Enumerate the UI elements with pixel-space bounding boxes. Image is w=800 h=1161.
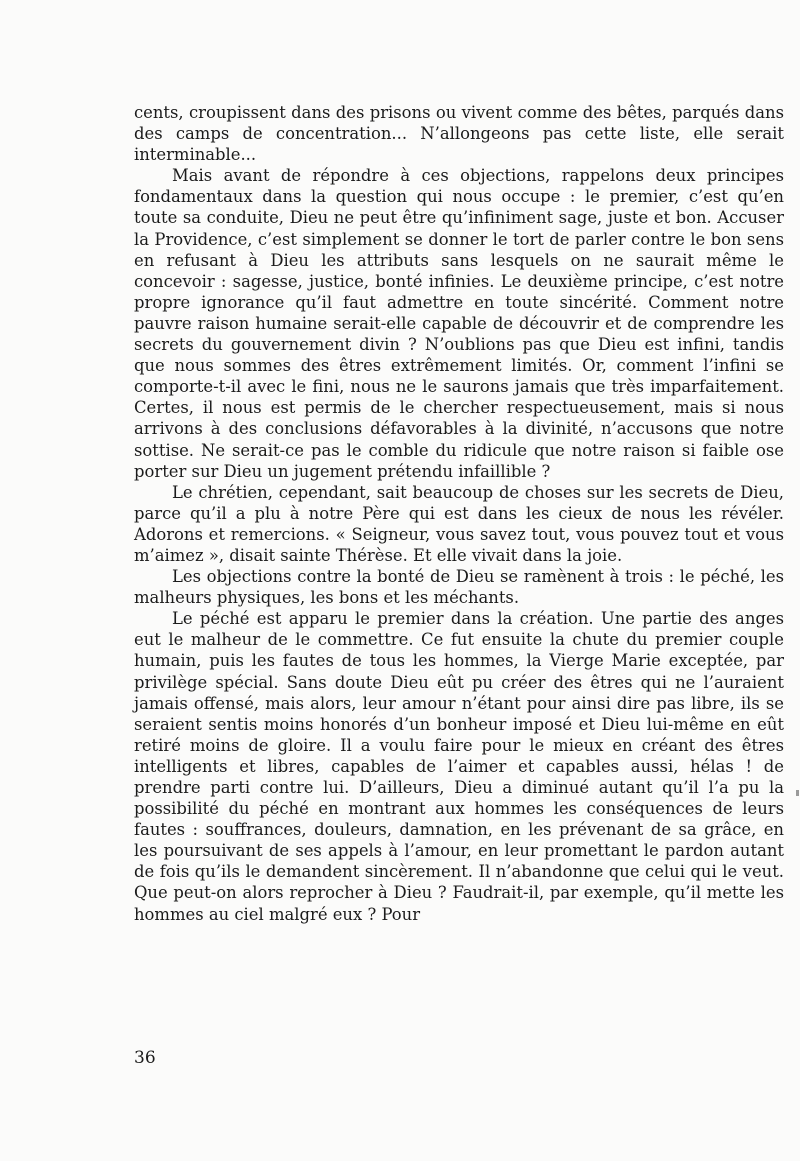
paragraph-christian-knowledge: Le chrétien, cependant, sait beaucoup de choses sur les secrets de Dieu, parce qu’il a plu à notre Père qui est dans les cieux de nous les révéler. Adorons et remercions. « Seigneur, vous savez tout, vous pouvez tout et vous m’aimez », disait sainte Thérèse. Et elle vivait dans la joie. [134, 482, 784, 565]
paragraph-sin: Le péché est apparu le premier dans la création. Une partie des anges eut le malheur de le commettre. Ce fut ensuite la chute du premier couple humain, puis les fautes de tous les hommes, la Vierge Marie exceptée, par privilège spécial. Sans doute Dieu eût pu créer des êtres qui ne l’auraient jamais offensé, mais alors, leur amour n’étant pour ainsi dire pas libre, ils se seraient sentis moins honorés d’un bonheur imposé et Dieu lui-même en eût retiré moins de gloire. Il a voulu faire pour le mieux en créant des êtres intelligents et libres, capables de l’aimer et capables aussi, hélas ! de prendre parti contre lui. D’ailleurs, Dieu a diminué autant qu’il l’a pu la possibilité du péché en montrant aux hommes les conséquences de leurs fautes : souffrances, douleurs, damnation, en les prévenant de sa grâce, en les poursuivant de ses appels à l’amour, en leur promettant le pardon autant de fois qu’ils le demandent sincèrement. Il n’abandonne que celui qui le veut. Que peut-on alors reprocher à Dieu ? Faudrait-il, par exemple, qu’il mette les hommes au ciel malgré eux ? Pour [134, 609, 784, 924]
paragraph-continuation: cents, croupissent dans des prisons ou vivent comme des bêtes, parqués dans des camps de concentration... N’allongeons pas cette liste, elle serait interminable... [134, 103, 784, 165]
paragraph-three-objections: Les objections contre la bonté de Dieu se ramènent à trois : le péché, les malheurs physiques, les bons et les méchants. [134, 567, 784, 608]
page-number: 36 [134, 1048, 156, 1068]
body-text [134, 102, 784, 925]
scan-edge-mark [796, 790, 799, 796]
paragraph-two-principles: Mais avant de répondre à ces objections, rappelons deux principes fondamentaux dans la question qui nous occupe : le premier, c’est qu’en toute sa conduite, Dieu ne peut être qu’infiniment sage, juste et bon. Accuser la Providence, c’est simplement se donner le tort de parler contre le bon sens en refusant à Dieu les attributs sans lesquels on ne saurait même le concevoir : sagesse, justice, bonté infinies. Le deuxième principe, c’est notre propre ignorance qu’il faut admettre en toute sincérité. Comment notre pauvre raison humaine serait-elle capable de découvrir et de comprendre les secrets du gouvernement divin ? N’oublions pas que Dieu est infini, tandis que nous sommes des êtres extrêmement limités. Or, comment l’infini se comporte-t-il avec le fini, nous ne le saurons jamais que très imparfaitement. Certes, il nous est permis de le chercher respectueusement, mais si nous arrivons à des conclusions défavorables à la divinité, n’accusons que notre sottise. Ne serait-ce pas le comble du ridicule que notre raison si faible ose porter sur Dieu un jugement prétendu infaillible ? [134, 166, 784, 481]
